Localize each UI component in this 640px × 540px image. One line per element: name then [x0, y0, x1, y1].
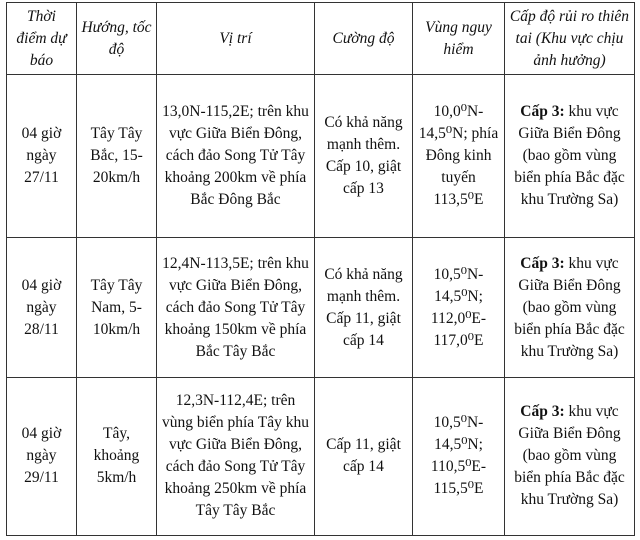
risk-level: Cấp 3:: [520, 103, 565, 121]
forecast-position: 13,0N-115,2E; trên khu vực Giữa Biển Đông, cách đảo Song Tử Tây khoảng 200km về phía Bắc Đông Bắc: [157, 75, 315, 238]
risk-level: Cấp 3:: [520, 403, 565, 421]
forecast-direction: Tây, khoảng 5km/h: [77, 377, 157, 535]
forecast-intensity: Có khả năng mạnh thêm. Cấp 10, giật cấp 13: [315, 75, 413, 238]
forecast-position: 12,4N-113,5E; trên khu vực Giữa Biển Đông, cách đảo Song Tử Tây khoảng 150km về phía Bắc Tây Bắc: [157, 238, 315, 378]
forecast-risk: [505, 75, 635, 238]
forecast-danger-zone: 10,5⁰N-14,5⁰N; 110,5⁰E-115,5⁰E: [413, 377, 505, 535]
risk-area: khu vực Giữa Biển Đông (bao gồm vùng biển phía Bắc đặc khu Trường Sa): [514, 403, 625, 509]
forecast-time: 04 giờ ngày 29/11: [7, 377, 77, 535]
risk-area: khu vực Giữa Biển Đông (bao gồm vùng biển phía Bắc đặc khu Trường Sa): [514, 103, 625, 209]
risk-area: khu vực Giữa Biển Đông (bao gồm vùng biển phía Bắc đặc khu Trường Sa): [514, 254, 625, 360]
forecast-direction: Tây Tây Nam, 5-10km/h: [77, 238, 157, 378]
forecast-time: 04 giờ ngày 28/11: [7, 238, 77, 378]
forecast-intensity: Có khả năng mạnh thêm. Cấp 11, giật cấp 14: [315, 238, 413, 378]
header-danger-zone: Vùng nguy hiểm: [413, 3, 505, 75]
forecast-risk: [505, 238, 635, 378]
table-row: [7, 75, 635, 238]
forecast-risk: [505, 377, 635, 535]
forecast-direction: Tây Tây Bắc, 15-20km/h: [77, 75, 157, 238]
header-risk: Cấp độ rủi ro thiên tai (Khu vực chịu ảnh hưởng): [505, 3, 635, 75]
header-direction: Hướng, tốc độ: [77, 3, 157, 75]
table-row: [7, 238, 635, 378]
forecast-position: 12,3N-112,4E; trên vùng biển phía Tây khu vực Giữa Biển Đông, cách đảo Song Tử Tây khoảng 250km về phía Tây Tây Bắc: [157, 377, 315, 535]
table-row: [7, 377, 635, 535]
forecast-intensity: Cấp 11, giật cấp 14: [315, 377, 413, 535]
header-position: Vị trí: [157, 3, 315, 75]
forecast-danger-zone: 10,0⁰N-14,5⁰N; phía Đông kinh tuyến 113,5⁰E: [413, 75, 505, 238]
forecast-danger-zone: 10,5⁰N-14,5⁰N; 112,0⁰E-117,0⁰E: [413, 238, 505, 378]
forecast-time: 04 giờ ngày 27/11: [7, 75, 77, 238]
header-intensity: Cường độ: [315, 3, 413, 75]
header-row: [7, 3, 635, 75]
header-time: Thời điểm dự báo: [7, 3, 77, 75]
storm-forecast-table: [6, 2, 635, 536]
risk-level: Cấp 3:: [520, 254, 565, 272]
